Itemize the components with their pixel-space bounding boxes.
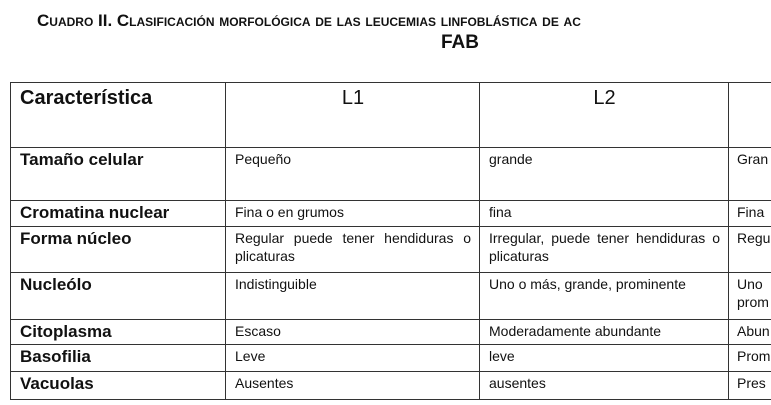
- cell-l1: Ausentes: [226, 372, 480, 400]
- table-row: [11, 372, 771, 400]
- table-caption-subtitle: FAB: [441, 32, 479, 53]
- table-row: [11, 201, 771, 227]
- cell-l1: Regular puede tener hendiduras o plicaturas: [226, 227, 480, 273]
- table-row: [11, 227, 771, 273]
- cell-l3: Prom: [729, 345, 771, 372]
- cell-l2: leve: [480, 345, 729, 372]
- row-label: Vacuolas: [11, 372, 226, 400]
- cell-l3: Gran: [729, 148, 771, 201]
- row-label: Cromatina nuclear: [11, 201, 226, 227]
- cell-l2: grande: [480, 148, 729, 201]
- header-l2: L2: [480, 83, 729, 148]
- cell-l3: Uno prom: [729, 273, 771, 320]
- header-l3: [729, 83, 771, 148]
- row-label: Citoplasma: [11, 320, 226, 345]
- cell-l2: Irregular, puede tener hendiduras o plicaturas: [480, 227, 729, 273]
- cell-l2: fina: [480, 201, 729, 227]
- row-label: Tamaño celular: [11, 148, 226, 201]
- cell-l3: Regu: [729, 227, 771, 273]
- row-label: Nucleólo: [11, 273, 226, 320]
- table-row: [11, 345, 771, 372]
- table-row: [11, 148, 771, 201]
- row-label: Basofilia: [11, 345, 226, 372]
- cell-l2: Moderadamente abundante: [480, 320, 729, 345]
- cell-l1: Pequeño: [226, 148, 480, 201]
- table-row: [11, 273, 771, 320]
- cell-l3: Pres: [729, 372, 771, 400]
- fab-classification-table: [10, 82, 771, 400]
- cell-l1: Indistinguible: [226, 273, 480, 320]
- table-caption: Cuadro II. Clasificación morfológica de las leucemias linfoblástica de ac: [37, 11, 581, 30]
- cell-l3: Abun: [729, 320, 771, 345]
- cell-l2: Uno o más, grande, prominente: [480, 273, 729, 320]
- row-label: Forma núcleo: [11, 227, 226, 273]
- cell-l1: Leve: [226, 345, 480, 372]
- table-row: [11, 320, 771, 345]
- header-caracteristica: Característica: [11, 83, 226, 148]
- cell-l2: ausentes: [480, 372, 729, 400]
- header-row: [11, 83, 771, 148]
- cell-l3: Fina: [729, 201, 771, 227]
- cell-l1: Fina o en grumos: [226, 201, 480, 227]
- header-l1: L1: [226, 83, 480, 148]
- cell-l1: Escaso: [226, 320, 480, 345]
